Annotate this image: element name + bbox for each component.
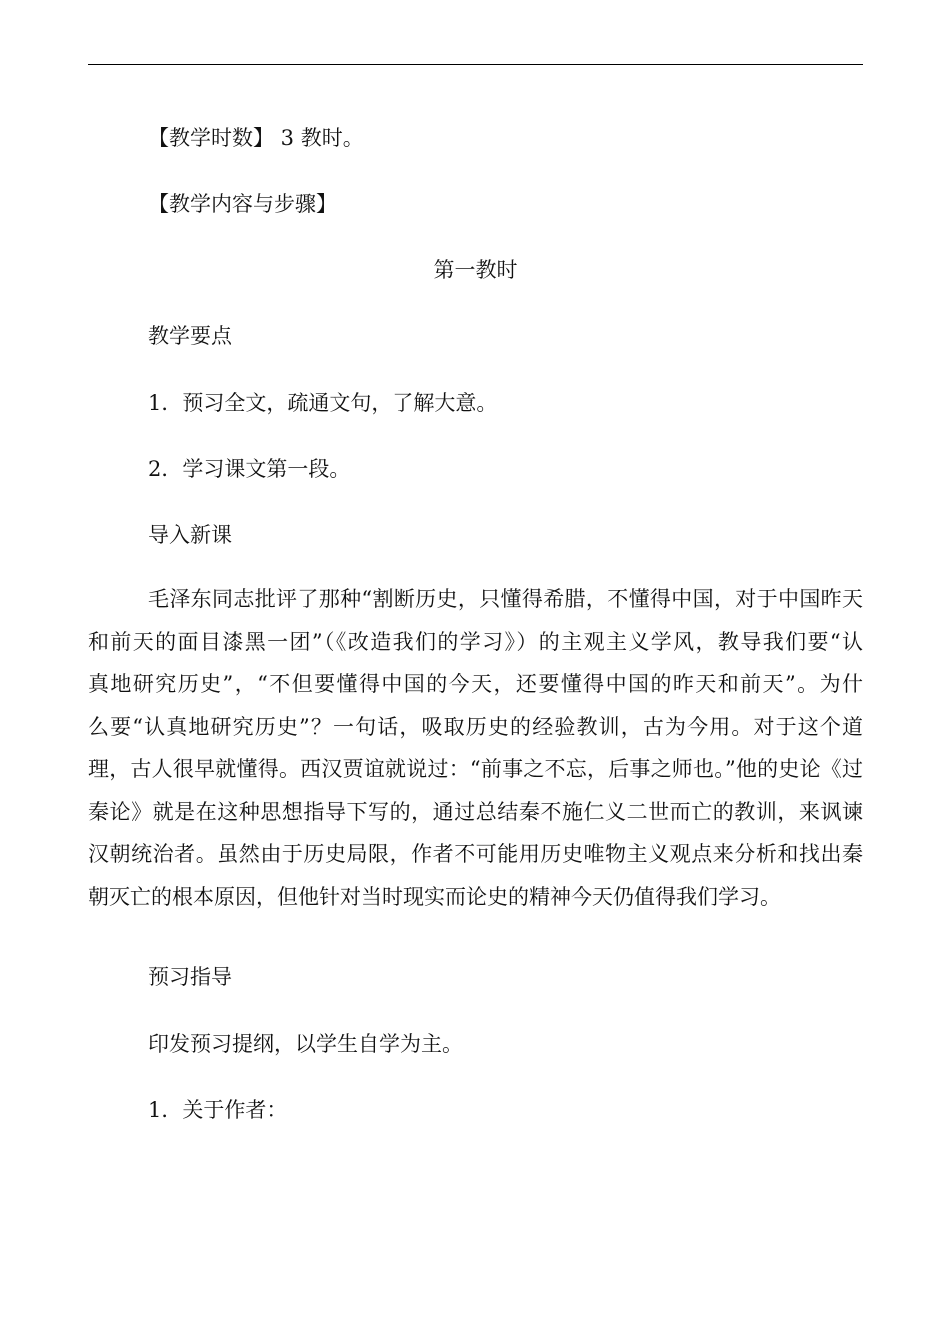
paragraph-line: 毛泽东同志批评了那种“割断历史，只懂得希腊，不懂得中国，对于中国昨天 <box>148 587 863 611</box>
key-point-item: 2．学习课文第一段。 <box>148 457 351 481</box>
paragraph-line: 朝灭亡的根本原因，但他针对当时现实而论史的精神今天仍值得我们学习。 <box>88 884 781 909</box>
teaching-hours-label: 【教学时数】 <box>148 126 274 150</box>
key-point-item: 1．预习全文，疏通文句，了解大意。 <box>148 391 498 415</box>
intro-heading: 导入新课 <box>148 523 232 547</box>
intro-paragraph <box>88 589 863 929</box>
about-author-item: 1．关于作者： <box>148 1098 288 1122</box>
paragraph-line: 理，古人很早就懂得。西汉贾谊就说过：“前事之不忘，后事之师也。”他的史论《过 <box>88 757 863 781</box>
paragraph-line: 秦论》就是在这种思想指导下写的，通过总结秦不施仁义二世而亡的教训，来讽谏 <box>88 799 863 824</box>
preview-heading: 预习指导 <box>148 965 232 989</box>
teaching-hours-value: 3 教时。 <box>274 126 364 150</box>
content-steps-label: 【教学内容与步骤】 <box>148 192 337 216</box>
key-points-heading: 教学要点 <box>148 324 232 348</box>
paragraph-line: 么要“认真地研究历史”？一句话，吸取历史的经验教训，古为今用。对于这个道 <box>88 714 863 739</box>
header-rule <box>88 64 863 65</box>
lesson-title: 第一教时 <box>433 258 518 282</box>
preview-text: 印发预习提纲，以学生自学为主。 <box>148 1032 463 1056</box>
paragraph-line: 真地研究历史”，“不但要懂得中国的今天，还要懂得中国的昨天和前天”。为什 <box>88 672 863 696</box>
paragraph-line: 汉朝统治者。虽然由于历史局限，作者不可能用历史唯物主义观点来分析和找出秦 <box>88 842 863 866</box>
teaching-hours-line <box>148 128 364 149</box>
paragraph-line: 和前天的面目漆黑一团”（《改造我们的学习》）的主观主义学风，教导我们要“认 <box>88 629 863 654</box>
